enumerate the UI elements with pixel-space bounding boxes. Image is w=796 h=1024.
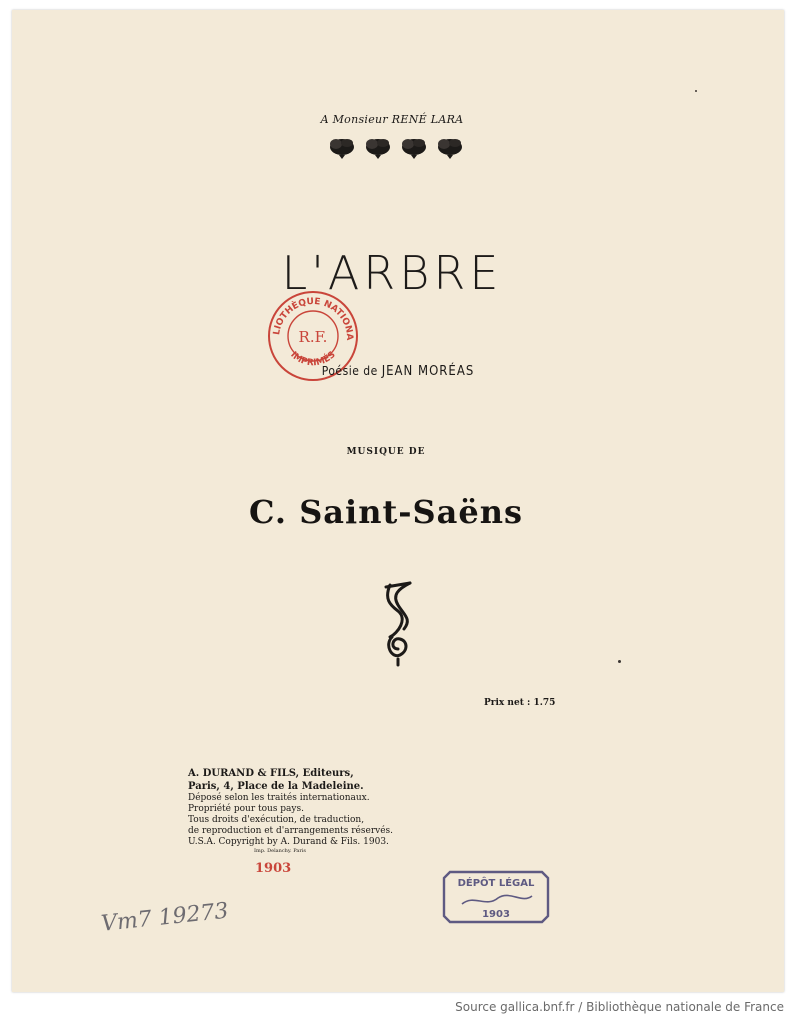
depot-stamp-year: 1903: [482, 909, 510, 920]
publisher-line-2: Paris, 4, Place de la Madeleine.: [188, 781, 364, 792]
library-stamp-center: R.F.: [298, 328, 328, 346]
depot-legal-stamp: [440, 868, 552, 930]
poet-name: JEAN MORÉAS: [381, 364, 475, 379]
handwritten-shelfmark: Vm7 19273: [100, 898, 230, 937]
price: Prix net : 1.75: [484, 698, 556, 708]
source-footer: Source gallica.bnf.fr / Bibliothèque nationale de France: [455, 1000, 784, 1014]
dedication: A Monsieur RENÉ LARA: [320, 113, 464, 126]
publisher-line-1: A. DURAND & FILS, Editeurs,: [188, 768, 354, 779]
paper-speck: [695, 90, 697, 92]
poet-credit: [12, 364, 784, 379]
library-stamp-ring-top: LIOTHÈQUE NATIONA: [272, 296, 355, 341]
edition-year: 1903: [255, 861, 292, 876]
rights-line: Propriété pour tous pays.: [188, 804, 304, 814]
library-stamp-ring-bottom: IMPRIMÉS: [288, 349, 338, 369]
publisher-block: [188, 767, 393, 848]
rights-line: Tous droits d'exécution, de traduction,: [188, 815, 365, 825]
rights-line: U.S.A. Copyright by A. Durand & Fils. 1903.: [188, 837, 389, 847]
depot-stamp-title: DÉPÔT LÉGAL: [457, 878, 535, 889]
music-by-label: MUSIQUE DE: [346, 447, 426, 457]
rose-ornament-icon: [12, 134, 784, 164]
rights-line: Déposé selon les traités internationaux.: [188, 793, 370, 803]
paper-speck: [618, 660, 621, 663]
poet-prefix: Poésie de: [321, 364, 378, 378]
rights-line: de reproduction et d'arrangements réservés.: [188, 826, 394, 836]
printer-credit: Imp. Delanchy. Paris: [254, 848, 306, 854]
score-cover-page: [12, 10, 784, 992]
composer-name: C. Saint-Saëns: [249, 493, 523, 531]
durand-monogram-icon: [12, 575, 784, 671]
page-title: L'ARBRE: [281, 246, 503, 300]
